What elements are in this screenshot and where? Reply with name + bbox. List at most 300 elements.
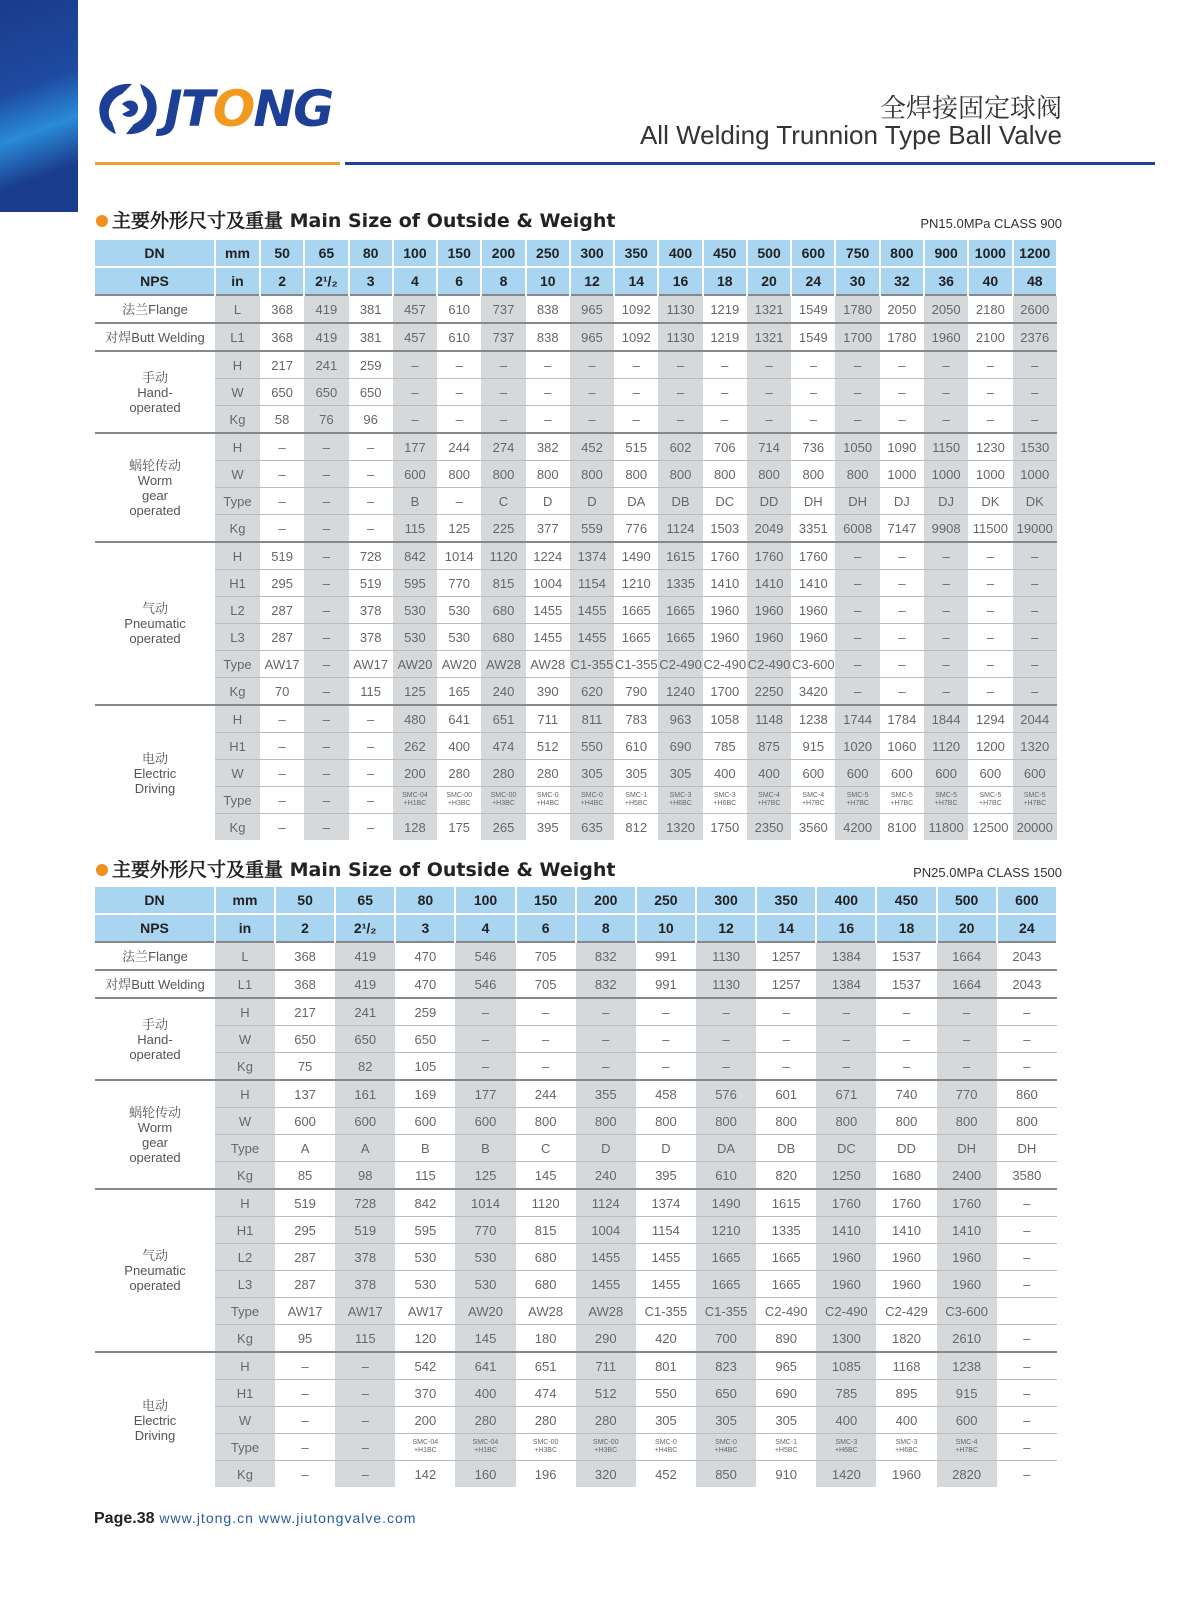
nps-cell: 12 bbox=[696, 914, 756, 942]
value-cell: 1549 bbox=[791, 295, 835, 323]
value-cell: AW28 bbox=[526, 651, 570, 678]
value-cell: SMC-1 +H5BC bbox=[614, 787, 658, 814]
value-cell: – bbox=[304, 787, 348, 814]
value-cell: 965 bbox=[756, 1352, 816, 1380]
value-cell: B bbox=[395, 1135, 455, 1162]
value-cell: 355 bbox=[576, 1080, 636, 1108]
value-cell: 1004 bbox=[576, 1217, 636, 1244]
value-cell: 480 bbox=[393, 705, 437, 733]
value-cell: 680 bbox=[481, 624, 525, 651]
value-cell: 1750 bbox=[703, 814, 747, 841]
value-cell: – bbox=[997, 998, 1057, 1026]
value-cell: 1700 bbox=[835, 323, 879, 351]
value-cell: – bbox=[304, 651, 348, 678]
value-cell: 838 bbox=[526, 323, 570, 351]
table-row bbox=[95, 1244, 1057, 1271]
value-cell: 785 bbox=[816, 1380, 876, 1407]
value-cell: 519 bbox=[349, 570, 393, 597]
value-cell: 1410 bbox=[876, 1217, 936, 1244]
value-cell: – bbox=[304, 570, 348, 597]
value-cell: 800 bbox=[937, 1108, 997, 1135]
value-cell: 241 bbox=[335, 998, 395, 1026]
value-cell: – bbox=[968, 678, 1012, 706]
value-cell: – bbox=[703, 406, 747, 434]
value-cell: 790 bbox=[614, 678, 658, 706]
value-cell: 800 bbox=[576, 1108, 636, 1135]
value-cell: DH bbox=[835, 488, 879, 515]
value-cell: 610 bbox=[696, 1162, 756, 1190]
value-cell: – bbox=[304, 624, 348, 651]
value-cell: – bbox=[481, 379, 525, 406]
value-cell: – bbox=[570, 379, 614, 406]
value-cell: 515 bbox=[614, 433, 658, 461]
unit-cell: Kg bbox=[215, 515, 260, 543]
value-cell: 1384 bbox=[816, 942, 876, 970]
value-cell: 595 bbox=[395, 1217, 455, 1244]
value-cell: – bbox=[756, 998, 816, 1026]
value-cell: SMC-04 +H1BC bbox=[395, 1434, 455, 1461]
value-cell: – bbox=[304, 461, 348, 488]
value-cell: 177 bbox=[393, 433, 437, 461]
unit-cell: H bbox=[215, 1080, 275, 1108]
value-cell: – bbox=[924, 597, 968, 624]
value-cell: 650 bbox=[349, 379, 393, 406]
value-cell: 519 bbox=[275, 1189, 335, 1217]
value-cell: – bbox=[304, 733, 348, 760]
value-cell: 550 bbox=[570, 733, 614, 760]
value-cell: 842 bbox=[393, 542, 437, 570]
value-cell: – bbox=[937, 998, 997, 1026]
value-cell: 452 bbox=[570, 433, 614, 461]
table-row bbox=[95, 1352, 1057, 1380]
value-cell: SMC-0 +H4BC bbox=[636, 1434, 696, 1461]
value-cell: 381 bbox=[349, 323, 393, 351]
unit-cell: Kg bbox=[215, 406, 260, 434]
value-cell: – bbox=[1013, 678, 1057, 706]
value-cell: 1744 bbox=[835, 705, 879, 733]
table-row bbox=[95, 760, 1057, 787]
value-cell: – bbox=[304, 814, 348, 841]
value-cell: 1760 bbox=[791, 542, 835, 570]
value-cell: 800 bbox=[437, 461, 481, 488]
dn-cell: 350 bbox=[756, 886, 816, 914]
value-cell: – bbox=[260, 760, 304, 787]
value-cell: AW20 bbox=[455, 1298, 515, 1325]
value-cell: 1000 bbox=[1013, 461, 1057, 488]
value-cell: – bbox=[260, 705, 304, 733]
value-cell: 1092 bbox=[614, 323, 658, 351]
value-cell: – bbox=[1013, 624, 1057, 651]
value-cell: – bbox=[393, 379, 437, 406]
value-cell: 1014 bbox=[437, 542, 481, 570]
value-cell: – bbox=[260, 733, 304, 760]
value-cell: SMC-4 +H7BC bbox=[791, 787, 835, 814]
value-cell: 265 bbox=[481, 814, 525, 841]
nps-cell: 16 bbox=[816, 914, 876, 942]
dn-cell: 50 bbox=[260, 239, 304, 267]
value-cell: – bbox=[968, 406, 1012, 434]
nps-cell: 8 bbox=[576, 914, 636, 942]
pressure-class-1: PN15.0MPa CLASS 900 bbox=[920, 216, 1062, 231]
value-cell: 530 bbox=[455, 1271, 515, 1298]
value-cell: 963 bbox=[658, 705, 702, 733]
value-cell: – bbox=[756, 1053, 816, 1081]
value-cell: 1537 bbox=[876, 942, 936, 970]
value-cell: – bbox=[791, 351, 835, 379]
value-cell: 1130 bbox=[696, 970, 756, 998]
dn-cell: 1200 bbox=[1013, 239, 1057, 267]
value-cell: SMC-5 +H7BC bbox=[1013, 787, 1057, 814]
nps-cell: 10 bbox=[636, 914, 696, 942]
dn-cell: 250 bbox=[636, 886, 696, 914]
value-cell: – bbox=[703, 351, 747, 379]
dn-cell: 50 bbox=[275, 886, 335, 914]
value-cell: 800 bbox=[756, 1108, 816, 1135]
dn-unit: mm bbox=[215, 886, 275, 914]
group-label: 法兰Flange bbox=[95, 942, 215, 970]
value-cell: 1321 bbox=[747, 295, 791, 323]
value-cell: 542 bbox=[395, 1352, 455, 1380]
value-cell: 85 bbox=[275, 1162, 335, 1190]
table-row bbox=[95, 970, 1057, 998]
value-cell: 680 bbox=[516, 1271, 576, 1298]
value-cell: – bbox=[924, 379, 968, 406]
value-cell: – bbox=[455, 1053, 515, 1081]
nps-unit: in bbox=[215, 267, 260, 295]
value-cell: 600 bbox=[880, 760, 924, 787]
nps-cell: 16 bbox=[658, 267, 702, 295]
title-chinese: 全焊接固定球阀 bbox=[879, 94, 1062, 124]
value-cell: DC bbox=[816, 1135, 876, 1162]
value-cell: 3420 bbox=[791, 678, 835, 706]
value-cell: 2180 bbox=[968, 295, 1012, 323]
value-cell: – bbox=[1013, 379, 1057, 406]
value-cell: 650 bbox=[260, 379, 304, 406]
dn-unit: mm bbox=[215, 239, 260, 267]
nps-cell: 48 bbox=[1013, 267, 1057, 295]
value-cell: 280 bbox=[437, 760, 481, 787]
value-cell: 305 bbox=[658, 760, 702, 787]
footer-urls[interactable]: www.jtong.cn www.jiutongvalve.com bbox=[159, 1510, 417, 1526]
header-row-dn bbox=[95, 239, 1057, 267]
value-cell: 1210 bbox=[696, 1217, 756, 1244]
dn-cell: 80 bbox=[395, 886, 455, 914]
unit-cell: H1 bbox=[215, 570, 260, 597]
value-cell: 1257 bbox=[756, 942, 816, 970]
unit-cell: Type bbox=[215, 1298, 275, 1325]
table-row bbox=[95, 488, 1057, 515]
value-cell: 690 bbox=[658, 733, 702, 760]
value-cell: – bbox=[880, 624, 924, 651]
table-row bbox=[95, 570, 1057, 597]
table-row bbox=[95, 1108, 1057, 1135]
value-cell: SMC-0 +H4BC bbox=[526, 787, 570, 814]
table-row bbox=[95, 461, 1057, 488]
value-cell: 600 bbox=[393, 461, 437, 488]
value-cell: 1150 bbox=[924, 433, 968, 461]
group-label: 电动 Electric Driving bbox=[95, 705, 215, 840]
value-cell: 1154 bbox=[570, 570, 614, 597]
value-cell: – bbox=[924, 624, 968, 651]
value-cell: 280 bbox=[455, 1407, 515, 1434]
value-cell: – bbox=[516, 1053, 576, 1081]
value-cell: AW20 bbox=[437, 651, 481, 678]
table-row bbox=[95, 1162, 1057, 1190]
value-cell: 823 bbox=[696, 1352, 756, 1380]
value-cell: 1240 bbox=[658, 678, 702, 706]
value-cell: 890 bbox=[756, 1325, 816, 1353]
value-cell: 368 bbox=[275, 942, 335, 970]
dn-cell: 100 bbox=[393, 239, 437, 267]
table-row bbox=[95, 295, 1057, 323]
value-cell: 1455 bbox=[570, 597, 614, 624]
value-cell: A bbox=[275, 1135, 335, 1162]
value-cell: 705 bbox=[516, 970, 576, 998]
value-cell: 811 bbox=[570, 705, 614, 733]
value-cell: 400 bbox=[703, 760, 747, 787]
value-cell: 620 bbox=[570, 678, 614, 706]
value-cell: 400 bbox=[816, 1407, 876, 1434]
value-cell: – bbox=[576, 1026, 636, 1053]
value-cell: 1154 bbox=[636, 1217, 696, 1244]
value-cell: – bbox=[968, 542, 1012, 570]
value-cell: 240 bbox=[576, 1162, 636, 1190]
value-cell: 1665 bbox=[756, 1271, 816, 1298]
value-cell: AW17 bbox=[275, 1298, 335, 1325]
value-cell: 419 bbox=[335, 942, 395, 970]
dn-cell: 200 bbox=[576, 886, 636, 914]
dn-cell: 900 bbox=[924, 239, 968, 267]
value-cell: 1224 bbox=[526, 542, 570, 570]
unit-cell: L2 bbox=[215, 1244, 275, 1271]
value-cell: 474 bbox=[481, 733, 525, 760]
value-cell: 11800 bbox=[924, 814, 968, 841]
value-cell: SMC-0 +H4BC bbox=[696, 1434, 756, 1461]
value-cell: 800 bbox=[526, 461, 570, 488]
unit-cell: Kg bbox=[215, 1461, 275, 1488]
value-cell: 400 bbox=[455, 1380, 515, 1407]
value-cell: 2250 bbox=[747, 678, 791, 706]
value-cell: – bbox=[349, 787, 393, 814]
value-cell: 1320 bbox=[658, 814, 702, 841]
value-cell: DB bbox=[756, 1135, 816, 1162]
value-cell: – bbox=[880, 570, 924, 597]
value-cell: 737 bbox=[481, 295, 525, 323]
dn-cell: 500 bbox=[937, 886, 997, 914]
size-table-class-900 bbox=[95, 238, 1058, 840]
value-cell: 1760 bbox=[937, 1189, 997, 1217]
value-cell: 1410 bbox=[816, 1217, 876, 1244]
value-cell: 1168 bbox=[876, 1352, 936, 1380]
value-cell: 2050 bbox=[924, 295, 968, 323]
value-cell: 161 bbox=[335, 1080, 395, 1108]
value-cell: DK bbox=[1013, 488, 1057, 515]
value-cell: 815 bbox=[481, 570, 525, 597]
unit-cell: Kg bbox=[215, 814, 260, 841]
dn-label: DN bbox=[95, 886, 215, 914]
value-cell: 217 bbox=[275, 998, 335, 1026]
dn-cell: 250 bbox=[526, 239, 570, 267]
value-cell: – bbox=[275, 1461, 335, 1488]
value-cell: SMC-5 +H7BC bbox=[968, 787, 1012, 814]
value-cell: SMC-00 +H3BC bbox=[437, 787, 481, 814]
nps-cell: 20 bbox=[747, 267, 791, 295]
value-cell: 530 bbox=[437, 597, 481, 624]
value-cell: 400 bbox=[876, 1407, 936, 1434]
value-cell: – bbox=[304, 515, 348, 543]
table-row bbox=[95, 1407, 1057, 1434]
value-cell: 400 bbox=[747, 760, 791, 787]
value-cell: 1665 bbox=[614, 597, 658, 624]
value-cell: 125 bbox=[437, 515, 481, 543]
group-label: 对焊Butt Welding bbox=[95, 970, 215, 998]
value-cell: 200 bbox=[393, 760, 437, 787]
nps-cell: 14 bbox=[756, 914, 816, 942]
value-cell: 105 bbox=[395, 1053, 455, 1081]
value-cell: 600 bbox=[968, 760, 1012, 787]
value-cell bbox=[997, 1298, 1057, 1325]
value-cell: 377 bbox=[526, 515, 570, 543]
value-cell: A bbox=[335, 1135, 395, 1162]
value-cell: DA bbox=[614, 488, 658, 515]
value-cell: – bbox=[696, 1053, 756, 1081]
value-cell: 800 bbox=[636, 1108, 696, 1135]
value-cell: B bbox=[393, 488, 437, 515]
value-cell: 1960 bbox=[747, 624, 791, 651]
value-cell: – bbox=[275, 1352, 335, 1380]
unit-cell: Type bbox=[215, 1434, 275, 1461]
value-cell: 700 bbox=[696, 1325, 756, 1353]
value-cell: – bbox=[1013, 570, 1057, 597]
unit-cell: H bbox=[215, 433, 260, 461]
nps-cell: 10 bbox=[526, 267, 570, 295]
dn-cell: 400 bbox=[658, 239, 702, 267]
value-cell: 395 bbox=[526, 814, 570, 841]
value-cell: SMC-00 +H3BC bbox=[576, 1434, 636, 1461]
value-cell: 559 bbox=[570, 515, 614, 543]
value-cell: 610 bbox=[437, 295, 481, 323]
value-cell: AW28 bbox=[516, 1298, 576, 1325]
value-cell: – bbox=[997, 1407, 1057, 1434]
value-cell: – bbox=[1013, 351, 1057, 379]
table-row bbox=[95, 998, 1057, 1026]
value-cell: 600 bbox=[1013, 760, 1057, 787]
value-cell: 728 bbox=[335, 1189, 395, 1217]
value-cell: 1384 bbox=[816, 970, 876, 998]
value-cell: 610 bbox=[614, 733, 658, 760]
value-cell: 1960 bbox=[816, 1271, 876, 1298]
group-label: 手动 Hand- operated bbox=[95, 351, 215, 433]
value-cell: 244 bbox=[516, 1080, 576, 1108]
value-cell: – bbox=[614, 406, 658, 434]
nps-label: NPS bbox=[95, 267, 215, 295]
value-cell: – bbox=[880, 351, 924, 379]
value-cell: – bbox=[937, 1026, 997, 1053]
value-cell: 196 bbox=[516, 1461, 576, 1488]
value-cell: 305 bbox=[696, 1407, 756, 1434]
value-cell: 1058 bbox=[703, 705, 747, 733]
value-cell: – bbox=[835, 542, 879, 570]
nps-cell: 36 bbox=[924, 267, 968, 295]
value-cell: 530 bbox=[395, 1271, 455, 1298]
value-cell: C3-600 bbox=[791, 651, 835, 678]
value-cell: 1050 bbox=[835, 433, 879, 461]
value-cell: – bbox=[570, 406, 614, 434]
value-cell: 2043 bbox=[997, 970, 1057, 998]
value-cell: 2600 bbox=[1013, 295, 1057, 323]
value-cell: 1455 bbox=[570, 624, 614, 651]
value-cell: 115 bbox=[335, 1325, 395, 1353]
value-cell: 3351 bbox=[791, 515, 835, 543]
nps-cell: 40 bbox=[968, 267, 1012, 295]
value-cell: 1060 bbox=[880, 733, 924, 760]
value-cell: 145 bbox=[455, 1325, 515, 1353]
table-row bbox=[95, 942, 1057, 970]
value-cell: – bbox=[968, 651, 1012, 678]
nps-cell: 8 bbox=[481, 267, 525, 295]
value-cell: 137 bbox=[275, 1080, 335, 1108]
dn-cell: 300 bbox=[696, 886, 756, 914]
value-cell: AW17 bbox=[349, 651, 393, 678]
value-cell: 1455 bbox=[526, 624, 570, 651]
dn-cell: 600 bbox=[791, 239, 835, 267]
value-cell: 470 bbox=[395, 942, 455, 970]
value-cell: SMC-04 +H1BC bbox=[393, 787, 437, 814]
value-cell: 1210 bbox=[614, 570, 658, 597]
value-cell: 1085 bbox=[816, 1352, 876, 1380]
nps-cell: 4 bbox=[455, 914, 515, 942]
value-cell: AW20 bbox=[393, 651, 437, 678]
value-cell: 641 bbox=[455, 1352, 515, 1380]
value-cell: 1335 bbox=[658, 570, 702, 597]
unit-cell: Type bbox=[215, 787, 260, 814]
value-cell: 860 bbox=[997, 1080, 1057, 1108]
dn-cell: 450 bbox=[703, 239, 747, 267]
nps-cell: 6 bbox=[437, 267, 481, 295]
value-cell: 1410 bbox=[791, 570, 835, 597]
value-cell: 305 bbox=[756, 1407, 816, 1434]
value-cell: 783 bbox=[614, 705, 658, 733]
value-cell: SMC-3 +H6BC bbox=[703, 787, 747, 814]
value-cell: 420 bbox=[636, 1325, 696, 1353]
value-cell: 320 bbox=[576, 1461, 636, 1488]
bullet-icon bbox=[96, 215, 108, 227]
value-cell: 1549 bbox=[791, 323, 835, 351]
value-cell: 1455 bbox=[576, 1244, 636, 1271]
table-row bbox=[95, 1026, 1057, 1053]
value-cell: – bbox=[880, 597, 924, 624]
value-cell: 262 bbox=[393, 733, 437, 760]
value-cell: 1615 bbox=[756, 1189, 816, 1217]
nps-cell: 24 bbox=[997, 914, 1057, 942]
value-cell: 1420 bbox=[816, 1461, 876, 1488]
value-cell: 602 bbox=[658, 433, 702, 461]
table-row bbox=[95, 1380, 1057, 1407]
value-cell: 576 bbox=[696, 1080, 756, 1108]
dn-cell: 1000 bbox=[968, 239, 1012, 267]
value-cell: 1784 bbox=[880, 705, 924, 733]
nps-cell: 18 bbox=[876, 914, 936, 942]
nps-cell: 2¹/₂ bbox=[335, 914, 395, 942]
value-cell: 915 bbox=[937, 1380, 997, 1407]
value-cell: 680 bbox=[516, 1244, 576, 1271]
nps-cell: 12 bbox=[570, 267, 614, 295]
unit-cell: L bbox=[215, 295, 260, 323]
value-cell: 832 bbox=[576, 942, 636, 970]
value-cell: 910 bbox=[756, 1461, 816, 1488]
value-cell: 650 bbox=[335, 1026, 395, 1053]
table-row bbox=[95, 1080, 1057, 1108]
